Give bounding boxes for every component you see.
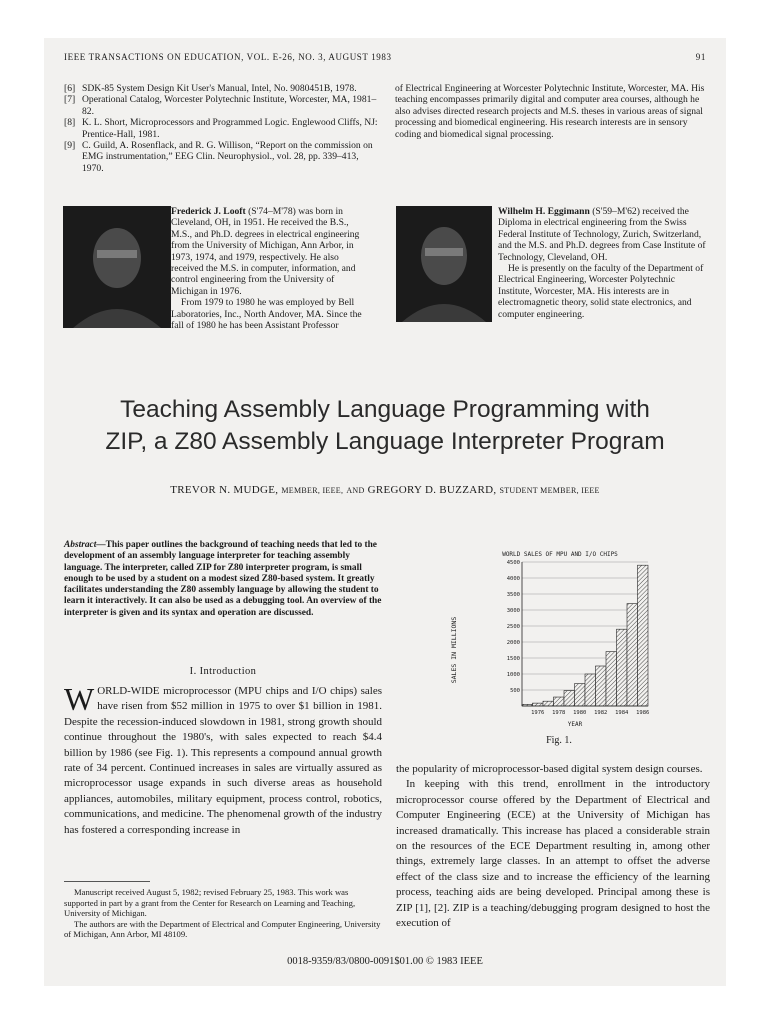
figure-caption: Fig. 1. <box>546 735 572 746</box>
reference-item: [9] C. Guild, A. Rosenflack, and R. G. Willison, “Report on the commission on EMG instrumentation,” EEG Clin. Neurophysiol., vol. 28, pp. 339–413, 1970. <box>64 140 373 174</box>
bar <box>564 691 575 706</box>
y-tick-label: 3500 <box>506 592 520 598</box>
bio-name: Wilhelm H. Eggimann <box>498 206 590 217</box>
bar <box>606 652 617 706</box>
x-tick-label: 1980 <box>573 710 587 716</box>
author-line: TREVOR N. MUDGE, MEMBER, IEEE, AND GREGORY D. BUZZARD, STUDENT MEMBER, IEEE <box>170 484 600 496</box>
article-title: Teaching Assembly Language Programming with ZIP, a Z80 Assembly Language Interpreter Program <box>105 396 665 455</box>
copyright-line: 0018-9359/83/0800-0091$01.00 © 1983 IEEE <box>287 956 483 967</box>
chart-x-label: YEAR <box>567 721 583 728</box>
reference-item: [7] Operational Catalog, Worcester Polytechnic Institute, Worcester, MA, 1981–82. <box>64 94 377 117</box>
x-tick-label: 1982 <box>594 710 608 716</box>
x-tick-label: 1976 <box>531 710 545 716</box>
bio-eggimann: Wilhelm H. Eggimann (S'59–M'62) received the Diploma in electrical engineering from the Swiss Federal Institute of Technology, Zurich, Switzerland, and the M.S. and Ph.D. degrees from Case Institute of Technology, Cleveland, OH. He is presently on the faculty of the Department of Electrical Engineering, Worcester Polytechnic Institute, Worcester, MA. His interests are in electromagnetic theory, solid state electronics, and computer engineering. <box>498 206 706 320</box>
bio-name: Frederick J. Looft <box>171 206 246 217</box>
body-text-right: the popularity of microprocessor-based digital system design courses. In keeping with this trend, enrollment in the introductory microprocessor course offered by the Department of Electrical and Computer Engineering (ECE) at the University of Michigan has increased dramatically. This increase has placed a considerable strain on the resources of the ECE Department resulting in, among other things, extremely large classes. In an attempt to offset the adverse effect of the class size and to increase the efficiency of the learning process, teaching aids are being developed. Principal among these is ZIP [1], [2]. ZIP is a teaching/debugging program designed to host the execution of <box>396 763 710 930</box>
bar <box>533 703 544 706</box>
footnote: Manuscript received August 5, 1982; revised February 25, 1983. This work was supported in part by a grant from the Center for Research on Learning and Teaching, University of Michigan. The authors are with the Department of Electrical and Computer Engineering, University of Michigan, Ann Arbor, MI 48109. <box>64 887 381 939</box>
running-header <box>64 52 706 62</box>
intro-paragraph: WORLD-WIDE microprocessor (MPU chips and I/O chips) sales have risen from $52 million in 1975 to over $1 billion in 1981. Despite the recession-induced slowdown in 1981, strong growth should continue throughout the 1980's, with sales expected to reach $4.4 billion by 1986 (see Fig. 1). This represents a compound annual growth rate of 34 percent. Continued increases in sales are virtually assured as microprocessor usage expands in such diverse areas as household appliances, automobiles, military equipment, process control, robotics, communications, and medicine. The phenomenal growth of the industry has fostered a corresponding increase in <box>64 681 382 836</box>
paper-page <box>44 38 726 986</box>
bar <box>554 697 565 706</box>
author-photo-looft <box>63 206 171 328</box>
abstract: Abstract—This paper outlines the background of teaching needs that led to the development of an assembly language interpreter for teaching assembly language. The interpreter, called ZIP for Z80 interpreter program, is small enough to be used by a student on a modest sized Z80-based system. It greatly facilitates understanding the Z80 assembly language by allowing the student to learn it interactively. It can also be used as a debugging tool. An overview of the interpreter is given and its syntax and operation are discussed. <box>64 540 382 618</box>
y-tick-label: 2000 <box>506 640 520 646</box>
bar <box>638 565 649 706</box>
bar <box>575 684 586 706</box>
bio-continued: of Electrical Engineering at Worcester Polytechnic Institute, Worcester, MA. His teaching encompasses primarily digital and computer area courses, although he also advises directed research projects and M.S. theses in various areas of signal processing and biomedical engineering. His research interests are in sensory coding and biomedical signal processing. <box>395 83 705 140</box>
x-tick-label: 1984 <box>615 710 629 716</box>
references-list <box>64 83 382 174</box>
section-heading: I. Introduction <box>189 666 257 677</box>
y-tick-label: 3000 <box>506 608 520 614</box>
y-tick-label: 4500 <box>506 560 520 566</box>
y-tick-label: 500 <box>510 688 520 694</box>
bar <box>617 629 628 706</box>
sales-chart <box>438 548 658 733</box>
y-tick-label: 2500 <box>506 624 520 630</box>
y-tick-label: 4000 <box>506 576 520 582</box>
page-number: 91 <box>695 52 706 62</box>
journal-header: IEEE TRANSACTIONS ON EDUCATION, VOL. E-26, NO. 3, AUGUST 1983 <box>64 52 392 62</box>
chart-title: WORLD SALES OF MPU AND I/O CHIPS <box>502 551 618 558</box>
y-tick-label: 1000 <box>506 672 520 678</box>
y-tick-label: 1500 <box>506 656 520 662</box>
bar <box>543 701 554 706</box>
bar <box>596 666 607 706</box>
x-tick-label: 1986 <box>636 710 650 716</box>
chart-y-label: SALES IN MILLIONS <box>450 616 458 684</box>
footnote-rule <box>64 881 150 882</box>
reference-item: [8] K. L. Short, Microprocessors and Programmed Logic. Englewood Cliffs, NJ: Prentice-Hall, 1981. <box>64 117 378 140</box>
drop-cap: W <box>64 681 95 717</box>
abstract-label: Abstract <box>64 540 97 550</box>
bar <box>585 674 596 706</box>
x-tick-label: 1978 <box>552 710 566 716</box>
bar <box>627 604 638 706</box>
author-photo-eggimann <box>396 206 492 322</box>
reference-item: [6] SDK-85 System Design Kit User's Manual, Intel, No. 9080451B, 1978. <box>64 83 357 94</box>
bio-looft: Frederick J. Looft (S'74–M'78) was born in Cleveland, OH, in 1951. He received the B.S., M.S., and Ph.D. degrees in electrical engineering from the University of Michigan, Ann Arbor, in 1973, 1974, and 1979, respectively. He also received the M.S. in computer, information, and control engineering from the University of Michigan in 1976. From 1979 to 1980 he was employed by Bell Laboratories, Inc., North Andover, MA. Since the fall of 1980 he has been Assistant Professor <box>171 206 362 332</box>
